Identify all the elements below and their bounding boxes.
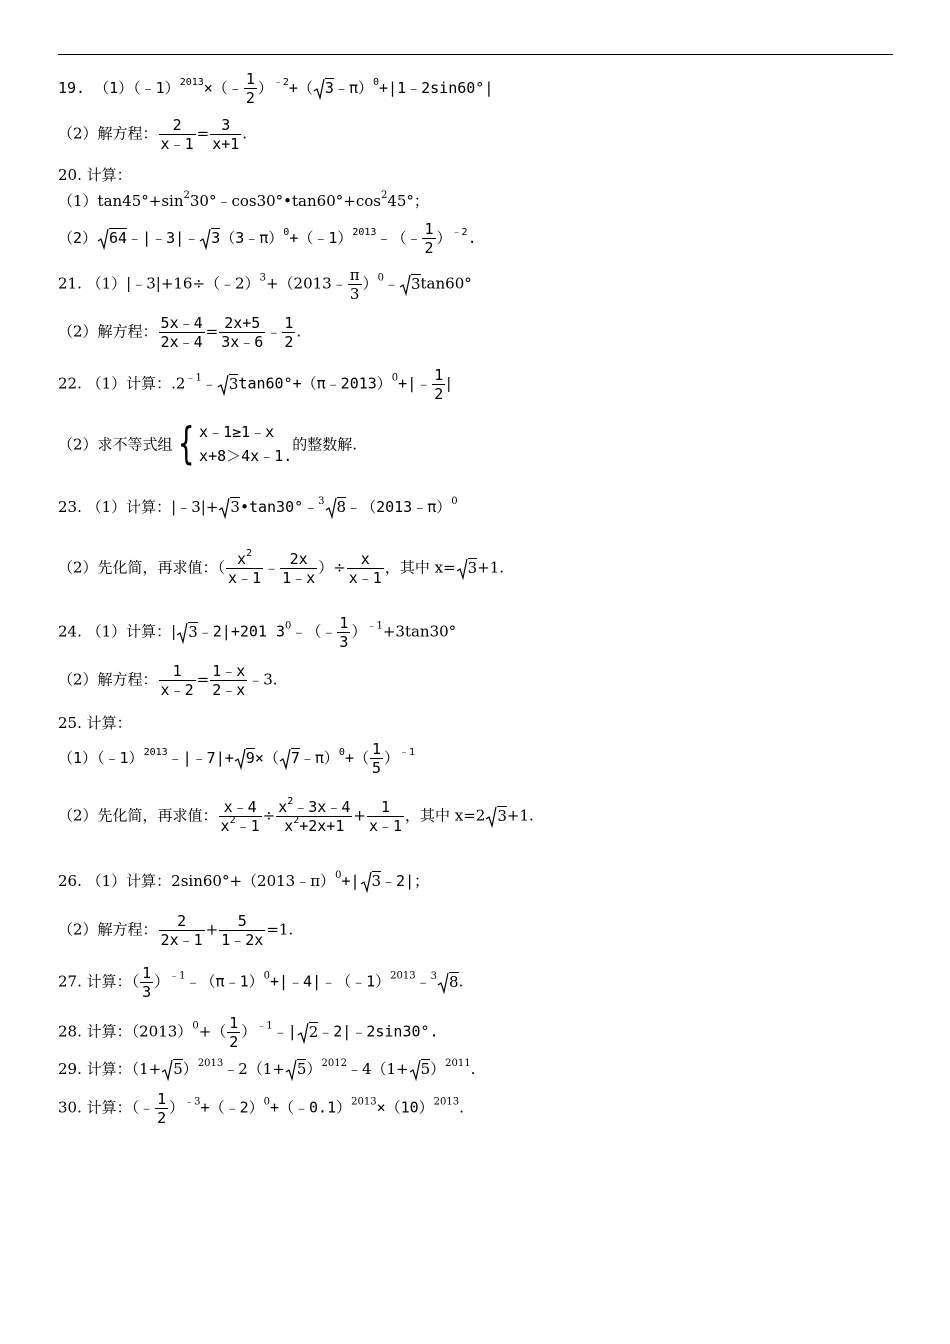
fraction: $\frac{1}{2}$	[245, 70, 255, 107]
problem-25-part-2: （2）先化简，再求值： $\frac{x﹣4}{x^2﹣1}$ ÷ $\frac{x^2﹣3x﹣4}{x^2+2x+1}$ + $\frac{1}{x﹣1}$ ，其中 x=2 3+1.	[58, 796, 534, 835]
fraction: $\frac{\pi}{3}$	[349, 266, 360, 303]
fraction: $\frac{1}{2}$	[157, 1090, 167, 1127]
cube-root-sign-icon: $^3$ 8	[430, 970, 459, 991]
problem-22-part-1: 22. （1）计算：$.2^{﹣1}﹣$ 3tan60°+（π﹣2013）$^0$+|﹣ $\frac{1}{2}$ |	[58, 366, 452, 403]
problem-27: 27. 计算：（ $\frac{1}{3}$ ）$^{﹣1}$﹣（π﹣1）$^0$+|﹣4|﹣（﹣1）$^{2013}$﹣$^3$ 8.	[58, 964, 464, 1001]
problem-30: 30. 计算：（﹣ $\frac{1}{2}$ ）$^{﹣3}+(﹣2)^0+(﹣0.1)^{2013}\times(10)^{2013}$.	[58, 1090, 464, 1127]
sqrt-sign-icon: 3	[313, 78, 334, 100]
problem-22-part-2: （2）求不等式组 { x﹣1≥1﹣x x+8＞4x﹣1. 的整数解.	[58, 418, 358, 469]
problem-23-part-1: 23. （1）计算：|﹣3|+ 3•tan30°﹣$^3$ 8﹣（2013﹣π）$^0$	[58, 496, 458, 519]
sqrt-sign-icon: 3	[399, 274, 421, 296]
sqrt-sign-icon: 3	[360, 871, 382, 893]
fraction: $\frac{3}{x+1}$	[212, 116, 240, 153]
sqrt-sign-icon: 3	[485, 806, 507, 828]
fraction: $\frac{x﹣4}{x^2﹣1}$	[220, 798, 260, 835]
problem-25-heading: 25. 计算：	[58, 714, 132, 732]
fraction: $\frac{1}{x﹣1}$	[368, 798, 403, 835]
problem-21-part-1: 21. （1）|﹣3|+16÷（﹣2）$^3$+（2013﹣ $\frac{\pi}{3}$ ）$^0$﹣ 3tan60°	[58, 266, 472, 303]
problem-19-part-2: （2）解方程： $\frac{2}{x﹣1}$ = $\frac{3}{x+1}$ .	[58, 116, 248, 153]
inequality-system: { x﹣1≥1﹣x x+8＞4x﹣1.	[177, 418, 293, 469]
fraction: $\frac{1}{2}$	[284, 314, 294, 351]
problem-26-part-2: （2）解方程： $\frac{2}{2x﹣1}$ + $\frac{5}{1﹣2x}$ =1.	[58, 912, 294, 949]
fraction: $\frac{1}{3}$	[339, 614, 349, 651]
problem-20-heading: 20. 计算：	[58, 166, 132, 184]
fraction: $\frac{2x+5}{3x﹣6}$	[221, 314, 264, 351]
sqrt-sign-icon: 5	[409, 1059, 431, 1081]
sqrt-sign-icon: 9	[234, 748, 255, 770]
fraction: $\frac{x}{x﹣1}$	[348, 550, 382, 587]
problem-20-part-1: $(1)\tan 45^\circ+\sin^230^\circ﹣\cos 30^\circ•\tan 60^\circ+\cos^245^\circ$；	[58, 190, 429, 210]
sqrt-sign-icon: 2	[297, 1022, 319, 1044]
header-rule	[58, 54, 893, 55]
fraction: $\frac{1}{2}$	[434, 366, 444, 403]
problem-21-part-2: （2）解方程： $\frac{5x﹣4}{2x﹣4}$ = $\frac{2x+5}{3x﹣6}$ ﹣ $\frac{1}{2}$ .	[58, 314, 302, 351]
sqrt-sign-icon: 7	[279, 748, 300, 770]
fraction: $\frac{1﹣x}{2﹣x}$	[212, 662, 246, 699]
problem-24-part-2: （2）解方程： $\frac{1}{x﹣2}$ = $\frac{1﹣x}{2﹣x}$ ﹣3.	[58, 662, 278, 699]
sqrt-sign-icon: 64	[97, 228, 127, 250]
fraction: $\frac{2}{2x﹣1}$	[160, 912, 203, 949]
sqrt-sign-icon: 3	[199, 228, 220, 250]
fraction: $\frac{x^2}{x﹣1}$	[228, 548, 262, 587]
sqrt-sign-icon: 3	[456, 558, 478, 580]
fraction: $\frac{1}{3}$	[142, 964, 152, 1001]
fraction: $\frac{2x}{1﹣x}$	[282, 550, 316, 587]
fraction: $\frac{1}{2}$	[424, 220, 434, 257]
sqrt-sign-icon: 3	[176, 622, 198, 644]
fraction: $\frac{2}{x﹣1}$	[160, 116, 194, 153]
sqrt-sign-icon: 5	[285, 1059, 307, 1081]
fraction: $\frac{x^2﹣3x﹣4}{x^2+2x+1}$	[278, 796, 351, 835]
fraction: $\frac{1}{2}$	[229, 1014, 239, 1051]
fraction: $\frac{1}{x﹣2}$	[160, 662, 194, 699]
problem-28: 28. 计算：$(2013)^0+$（ $\frac{1}{2}$ ）$^{﹣1}$﹣| 2﹣2|﹣2sin30°.	[58, 1014, 439, 1051]
problem-24-part-1: 24. （1）计算：| 3﹣2|+201 $3^0﹣(﹣$ $\frac{1}{3}$ ）$^{﹣1}$+3tan30°	[58, 614, 457, 651]
fraction: $\frac{1}{5}$	[371, 740, 381, 777]
sqrt-sign-icon: 3	[218, 497, 240, 519]
cube-root-sign-icon: $^3$ 8	[318, 496, 347, 516]
problem-23-part-2: （2）先化简，再求值：（ $\frac{x^2}{x﹣1}$ ﹣ $\frac{2x}{1﹣x}$ ）÷ $\frac{x}{x﹣1}$ ，其中 x= 3+1.	[58, 548, 505, 587]
problem-19-part-1: 19. （1）（﹣1）$^{2013}$×（﹣ $\frac{1}{2}$ ）$^{﹣2}$+（ 3﹣π）$^0$+|1﹣2sin60°|	[58, 70, 494, 107]
problem-20-part-2: （2） 64﹣|﹣3|﹣ 3（3﹣π）$^0$+（﹣1）$^{2013}$﹣（﹣ $\frac{1}{2}$ ）$^{﹣2}$.	[58, 220, 477, 257]
problem-25-part-1: （1）（﹣1）$^{2013}$﹣|﹣7|+ 9×（ 7﹣π）$^0$+（ $\frac{1}{5}$ ）$^{﹣1}$	[58, 740, 416, 777]
sqrt-sign-icon: 3	[217, 374, 239, 396]
fraction: $\frac{5x﹣4}{2x﹣4}$	[160, 314, 203, 351]
fraction: $\frac{5}{1﹣2x}$	[221, 912, 264, 949]
sqrt-sign-icon: 5	[161, 1059, 183, 1081]
problem-26-part-1: 26. （1）计算：2sin60°+（2013﹣π）$^0$+| 3﹣2|；	[58, 870, 429, 893]
problem-29: 29. 计算：$(1+ 5)^{2013}﹣2(1+$ 5）$^{2012}$﹣4（1+ 5）$^{2011}$.	[58, 1058, 475, 1081]
